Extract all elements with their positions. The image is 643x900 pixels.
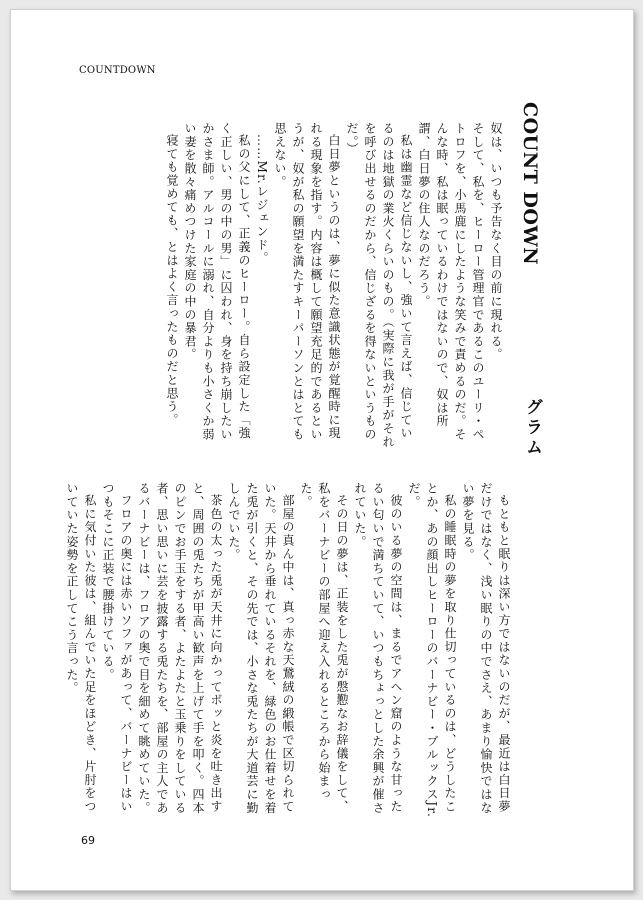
paragraph: ……Mr.レジェンド。: [255, 134, 269, 265]
paragraph: そして、私を、ヒーロー管理官であるこのユーリ・ペトロフを、小馬鹿にしたような笑みで責めるのだ。そんな時、私は眠っているわけではないので、奴は所謂、白日夢の住人なのだろう。: [417, 122, 485, 442]
lower-text-block: [65, 482, 513, 822]
running-header: COUNTDOWN: [79, 65, 156, 76]
paragraph: その日の夢は、正装をした兎が慇懃なお辞儀をして、私をバーナビーの部屋へ迎え入れるところから始まった。: [299, 482, 349, 814]
paragraph: 私は幽霊など信じないし、強いて言えば、信じているのは地獄の業火くらいのもの。（実際に我が手がそれを呼び出せるのだから、信じざるを得ないというものだ。）: [345, 122, 413, 449]
paragraph: 部屋の真ん中は、真っ赤な天鵞絨の緞帳で区切られていた。天井から垂れているそれを、緑色のお仕着せを着た兎が引くと、その先では、小さな兎たちが大道芸に勤しんでいた。: [227, 482, 295, 815]
paragraph: もともと眠りは深い方ではないのだが、最近は白日夢だけではなく、浅い眠りの中でさえ、あまり愉快ではない夢を見る。: [461, 482, 511, 815]
book-page: [10, 9, 634, 891]
paragraph: 彼のいる夢の空間は、まるでアヘン窟のような甘ったるい匂いで満ちていて、いつもちょっとした余興が催されていた。: [353, 482, 403, 815]
paragraph: 白日夢というのは、夢に似た意識状態が覚醒時に現れる現象を指す。内容は概して願望充足的であるというが、奴が私の願望を満たすキーパーソンとはとても思えない。: [273, 122, 341, 442]
author-name: グラム: [522, 398, 542, 458]
paragraph: 奴は、いつも予告なく目の前に現れる。: [489, 122, 503, 362]
upper-text-block: [87, 122, 505, 452]
paragraph: 私の父にして、正義のヒーロー。自ら設定した「強く正しい、男の中の男」に囚われ、身を持ち崩したいかさま師。アルコールに溺れ、自分よりも小さくか弱い妻を散々痛めつけた家庭の中の暴君。: [183, 122, 251, 442]
page-number: 69: [81, 834, 95, 847]
paragraph: 寝ても覚めても、とはよく言ったものだと思う。: [165, 134, 179, 427]
paragraph: フロアの奥には赤いソファがあって、バーナビーはいつもそこに正装で腰掛けている。: [101, 482, 133, 814]
paragraph: 茶色の太った兎が天井に向かってボッと炎を吐き出すと、周囲の兎たちが甲高い歓声を上げて手を叩く。四本のピンでお手玉をする者、よたよたと玉乗りをしている者、思い思いに芸を披露する兎たちを、部屋の主人であるバーナビーは、フロアの奥で目を細めて眺めていた。: [137, 482, 223, 815]
paragraph: 私に気付いた彼は、組んでいた足をほどき、片肘をついていた姿勢を正してこう言った。: [65, 482, 97, 814]
story-title: COUNT DOWN: [519, 102, 541, 266]
paragraph: 私の睡眠時の夢を取り仕切っているのは、どうしたことか、あの顔出しヒーローのバーナビー・ブルックスJr.だ。: [407, 482, 457, 819]
